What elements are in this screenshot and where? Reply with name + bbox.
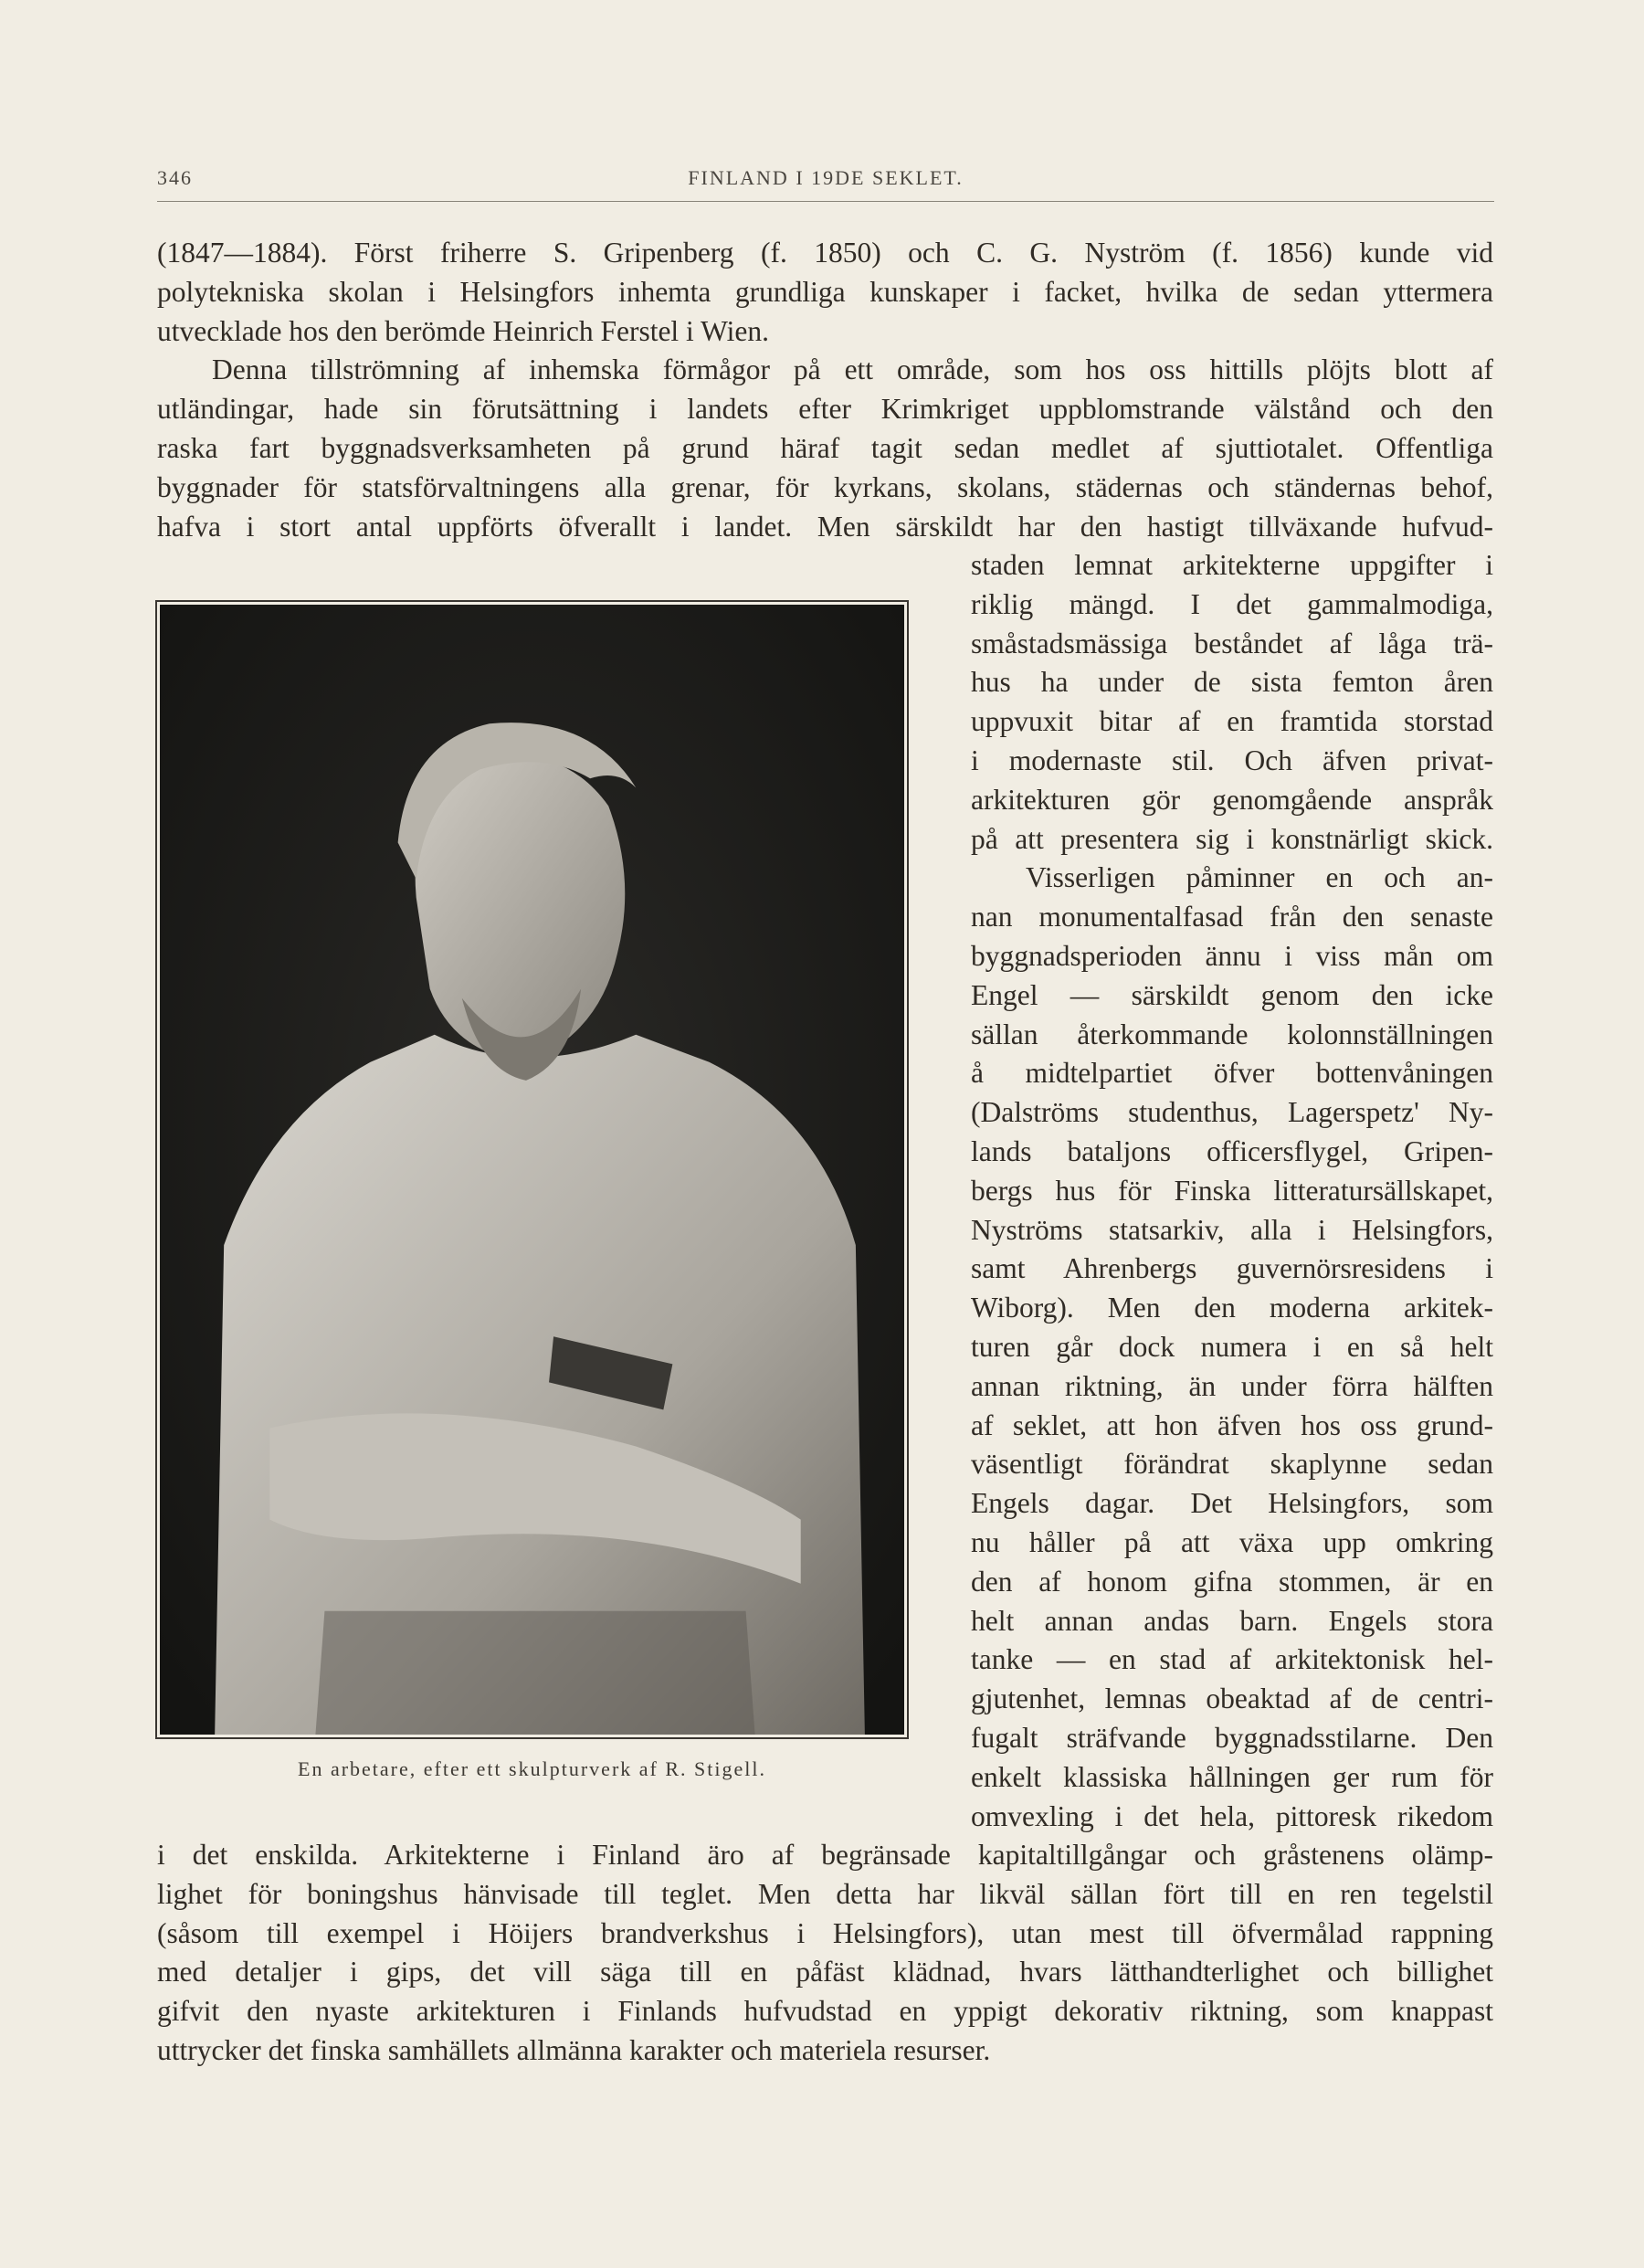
text-line: nu håller på att växa upp omkring bbox=[971, 1525, 1493, 1558]
text-line: raska fart byggnadsverksamheten på grund häraf tagit sedan medlet af sjuttiotalet. Offentliga bbox=[157, 431, 1493, 464]
text-line: Visserligen påminner en och an- bbox=[1026, 861, 1493, 894]
text-line: (såsom till exempel i Höijers brandverkshus i Helsingfors), utan mest till öfvermålad rappning bbox=[157, 1916, 1493, 1949]
page-number: 346 bbox=[157, 166, 193, 189]
column-text bbox=[971, 546, 1493, 1836]
text-line: tanke — en stad af arkitektonisk hel- bbox=[971, 1643, 1493, 1676]
page-header bbox=[157, 161, 1494, 197]
running-title: FINLAND I 19DE SEKLET. bbox=[688, 166, 964, 189]
text-line: omvexling i det hela, pittoresk rikedom bbox=[971, 1799, 1493, 1832]
text-line: sällan återkommande kolonnställningen bbox=[971, 1018, 1493, 1050]
text-line: den af honom gifna stommen, är en bbox=[971, 1565, 1493, 1598]
text-line: i det enskilda. Arkitekterne i Finland äro af begränsade kapitaltillgångar och gråstenens olämp- bbox=[157, 1839, 1493, 1871]
figure-caption: En arbetare, efter ett skulpturverk af R. Stigell. bbox=[298, 1757, 766, 1780]
sculpture-photo bbox=[160, 605, 904, 1735]
text-line: af seklet, att hon äfven hos oss grund- bbox=[971, 1408, 1493, 1441]
text-line: gifvit den nyaste arkitekturen i Finlands hufvudstad en yppigt dekorativ riktning, som knappast bbox=[157, 1995, 1493, 2028]
text-line: hafva i stort antal uppförts öfverallt i landet. Men särskildt har den hastigt tillväxande hufvud- bbox=[157, 510, 1493, 543]
header-rule bbox=[157, 201, 1494, 202]
text-line: byggnader för statsförvaltningens alla grenar, för kyrkans, skolans, städernas och ständernas behof, bbox=[157, 470, 1493, 503]
text-line: (1847—1884). Först friherre S. Gripenberg (f. 1850) och C. G. Nyström (f. 1856) kunde vid bbox=[157, 237, 1493, 269]
text-line: uttrycker det finska samhällets allmänna karakter och materiela resurser. bbox=[157, 2033, 991, 2066]
text-line: Nyströms statsarkiv, alla i Helsingfors, bbox=[971, 1213, 1493, 1246]
text-line: Engels dagar. Det Helsingfors, som bbox=[971, 1487, 1493, 1520]
text-line: turen går dock numera i en så helt bbox=[971, 1330, 1493, 1363]
text-line: utländingar, hade sin förutsättning i landets efter Krimkriget uppblomstrande välstånd och den bbox=[157, 393, 1493, 426]
text-line: polytekniska skolan i Helsingfors inhemta grundliga kunskaper i facket, hvilka de sedan yttermera bbox=[157, 275, 1493, 308]
text-line: väsentligt förändrat skaplynne sedan bbox=[971, 1448, 1493, 1481]
text-line: uppvuxit bitar af en framtida storstad bbox=[971, 705, 1493, 738]
text-line: fugalt sträfvande byggnadsstilarne. Den bbox=[971, 1721, 1493, 1754]
text-line: på att presentera sig i konstnärligt skick. bbox=[971, 822, 1493, 855]
text-line: (Dalströms studenthus, Lagerspetz' Ny- bbox=[971, 1096, 1493, 1129]
text-line: lands bataljons officersflygel, Gripen- bbox=[971, 1134, 1493, 1167]
text-line: småstadsmässiga beståndet af låga trä- bbox=[971, 627, 1493, 659]
text-line: Wiborg). Men den moderna arkitek- bbox=[971, 1292, 1493, 1324]
text-line: helt annan andas barn. Engels stora bbox=[971, 1604, 1493, 1637]
text-line: hus ha under de sista femton åren bbox=[971, 666, 1493, 699]
text-line: arkitekturen gör genomgående anspråk bbox=[971, 783, 1493, 816]
text-line: riklig mängd. I det gammalmodiga, bbox=[971, 587, 1493, 620]
paragraph-1 bbox=[157, 234, 1493, 546]
text-line: utvecklade hos den berömde Heinrich Ferstel i Wien. bbox=[157, 314, 769, 347]
text-line: gjutenhet, lemnas obeaktad af de centri- bbox=[971, 1683, 1493, 1715]
text-line: samt Ahrenbergs guvernörsresidens i bbox=[971, 1252, 1493, 1285]
text-line: å midtelpartiet öfver bottenvåningen bbox=[971, 1057, 1493, 1090]
worker-bust-image bbox=[160, 605, 904, 1735]
paragraph-3-end bbox=[157, 1836, 1493, 2071]
text-line: enkelt klassiska hållningen ger rum för bbox=[971, 1760, 1493, 1793]
text-line: byggnadsperioden ännu i viss mån om bbox=[971, 939, 1493, 972]
text-line: annan riktning, än under förra hälften bbox=[971, 1369, 1493, 1402]
text-line: med detaljer i gips, det vill säga till en påfäst klädnad, hvars lätthandterlighet och billighet bbox=[157, 1956, 1493, 1988]
text-line: i modernaste stil. Och äfven privat- bbox=[971, 744, 1493, 776]
text-line: Engel — särskildt genom den icke bbox=[971, 978, 1493, 1011]
sculpture-figure bbox=[155, 600, 909, 1739]
text-line: bergs hus för Finska litteratursällskapet, bbox=[971, 1174, 1493, 1207]
text-line: nan monumentalfasad från den senaste bbox=[971, 901, 1493, 934]
text-line: lighet för boningshus hänvisade till teglet. Men detta har likväl sällan fört till en ren tegelstil bbox=[157, 1877, 1493, 1910]
text-line: Denna tillströmning af inhemska förmågor på ett område, som hos oss hittills plöjts blott af bbox=[212, 353, 1493, 386]
text-line: staden lemnat arkitekterne uppgifter i bbox=[971, 549, 1493, 581]
